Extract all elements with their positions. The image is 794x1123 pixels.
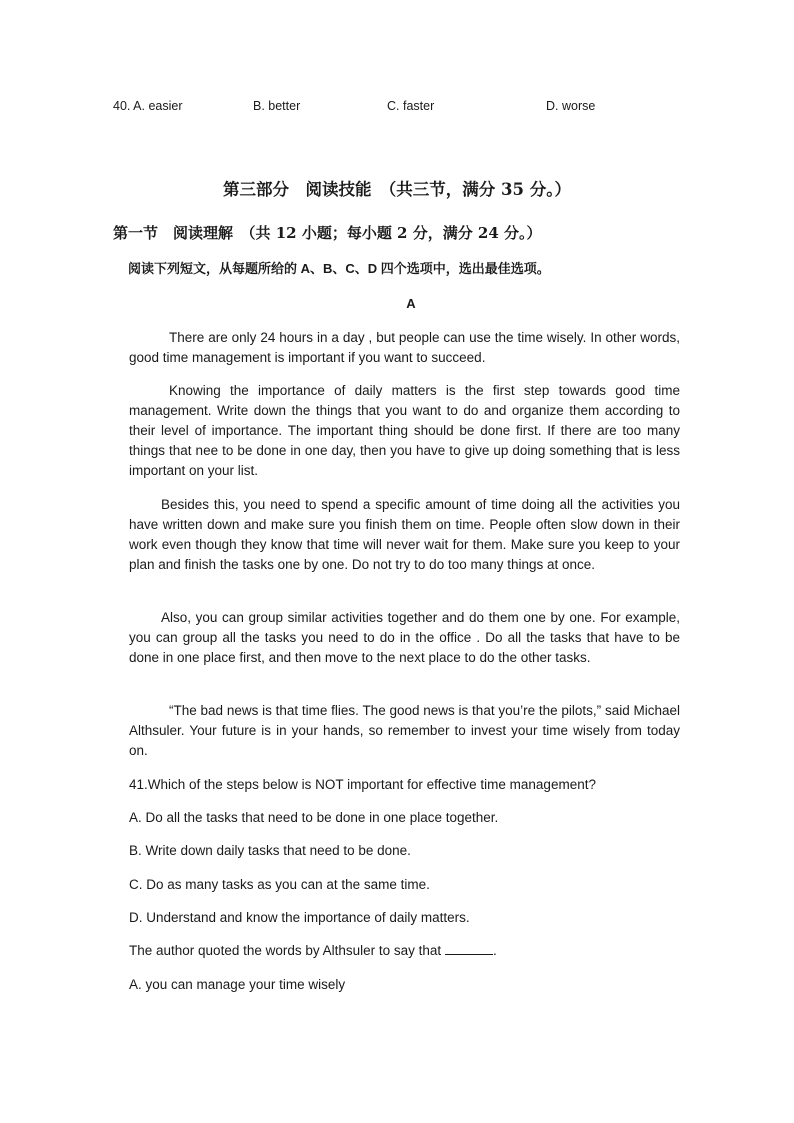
q42-stem-end: . xyxy=(492,943,497,958)
question-40-options xyxy=(113,99,673,117)
q40-option-b: B. better xyxy=(253,99,301,113)
q40-option-a: 40. A. easier xyxy=(113,99,183,113)
passage-label: A xyxy=(406,296,416,311)
passage-paragraph-4: Also, you can group similar activities together and do them one by one. For example, you can group all the tasks you need to do in the office . Do all the tasks that have to be done in one place first, and then move to the next place to do the other tasks. xyxy=(129,610,680,665)
q41-option-b: B. Write down daily tasks that need to be done. xyxy=(129,843,411,858)
question-42-stem xyxy=(129,941,497,961)
question-41-stem: 41.Which of the steps below is NOT important for effective time management? xyxy=(129,777,596,792)
q40-option-d: D. worse xyxy=(546,99,596,113)
passage-paragraph-2: Knowing the importance of daily matters is the first step towards good time management. Write down the things that you want to do and organize them according to their level of importance. The important thing should be done first. If there are too many things that nee to be done in one day, then you have to give up doing something that is less important on your list. xyxy=(129,383,680,478)
passage-paragraph-1: There are only 24 hours in a day , but people can use the time wisely. In other words, good time management is important if you want to succeed. xyxy=(129,330,680,365)
q42-option-a: A. you can manage your time wisely xyxy=(129,977,346,992)
answer-blank xyxy=(445,942,493,955)
q42-stem-text: The author quoted the words by Althsuler to say that xyxy=(129,943,442,958)
q41-option-d: D. Understand and know the importance of daily matters. xyxy=(129,910,470,925)
section-title: 第一节 阅读理解 （共 12 小题；每小题 2 分，满分 24 分。） xyxy=(113,224,542,242)
passage-paragraph-3: Besides this, you need to spend a specific amount of time doing all the activities you have written down and make sure you finish them on time. People often slow down in their work even though they know that time will never wait for them. Make sure you keep to your plan and finish the tasks one by one. Do not try to do too many things at once. xyxy=(129,497,680,572)
q41-option-a: A. Do all the tasks that need to be done in one place together. xyxy=(129,810,499,825)
part-title: 第三部分 阅读技能 （共三节，满分 35 分。） xyxy=(223,180,571,199)
passage-paragraph-5: “The bad news is that time flies. The good news is that you’re the pilots,” said Michael Althsuler. Your future is in your hands, so remember to invest your time wisely from today on. xyxy=(129,703,680,758)
q41-option-c: C. Do as many tasks as you can at the same time. xyxy=(129,877,430,892)
q40-option-c: C. faster xyxy=(387,99,435,113)
instruction: 阅读下列短文，从每题所给的 A、B、C、D 四个选项中，选出最佳选项。 xyxy=(128,261,550,276)
